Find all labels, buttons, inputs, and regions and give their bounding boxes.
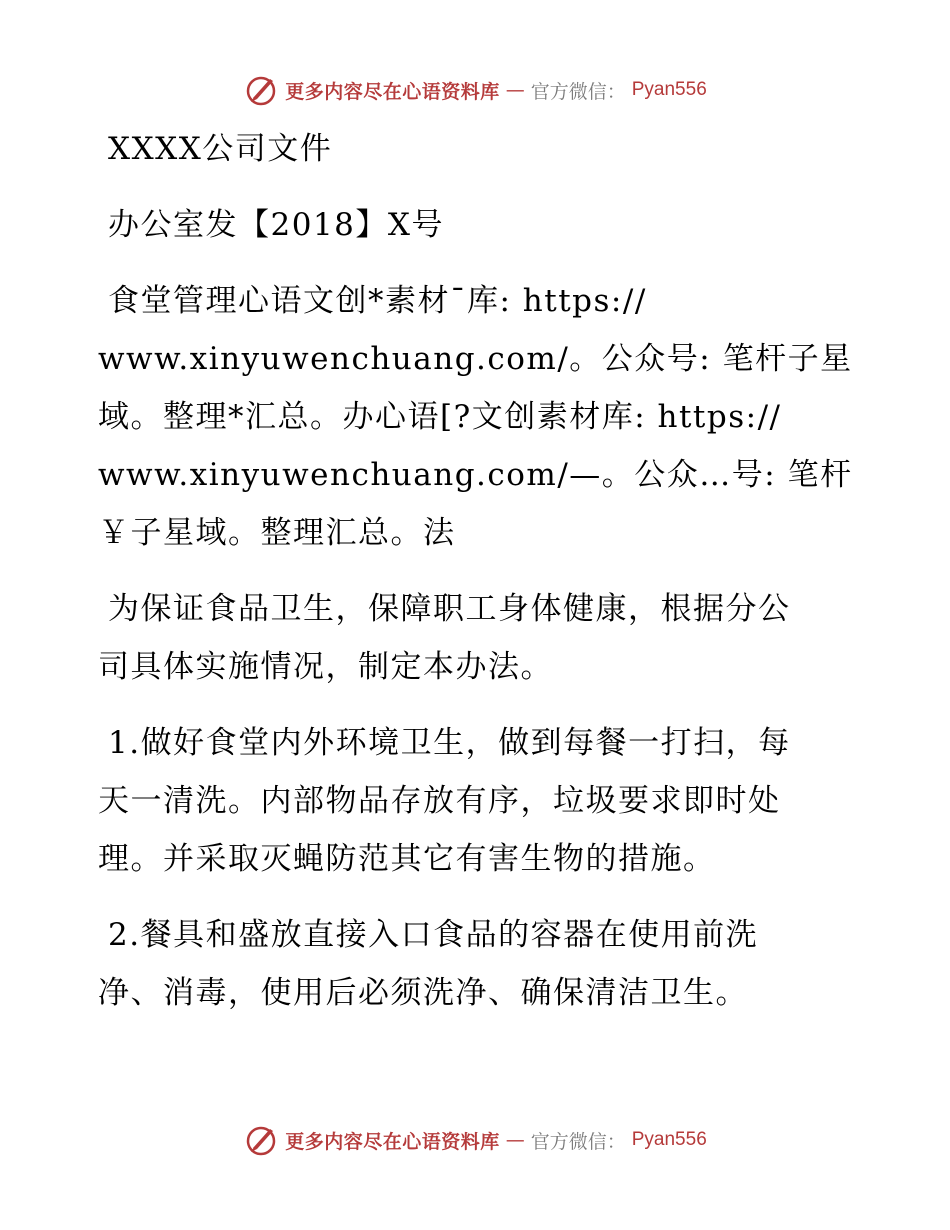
title-line: 食堂管理心语文创*素材¯库: https:// (108, 283, 647, 319)
company-name: XXXX公司文件 (108, 131, 333, 167)
item-2-paragraph (98, 906, 838, 1022)
paragraph-line: 净、消毒，使用后必须洗净、确保清洁卫生。 (98, 975, 748, 1011)
paragraph-line: 1.做好食堂内外环境卫生，做到每餐一打扫，每 (108, 725, 791, 761)
paragraph-line: 司具体实施情况，制定本办法。 (98, 649, 553, 685)
header-banner (0, 70, 950, 110)
title-line: www.xinyuwenchuang.com/。公众号: 笔杆子星 (98, 341, 853, 377)
title-line: 域。整理*汇总。办心语[?文创素材库: https:// (98, 399, 782, 435)
document-title (98, 272, 853, 562)
title-line: ￥子星域。整理汇总。法 (98, 515, 456, 551)
banner-wechat-handle: Pyan556 (631, 79, 707, 100)
banner-dash: — (505, 79, 525, 101)
intro-paragraph (98, 580, 838, 696)
paragraph-line: 理。并采取灭蝇防范其它有害生物的措施。 (98, 841, 716, 877)
paragraph-line: 天一清洗。内部物品存放有序，垃圾要求即时处 (98, 783, 781, 819)
title-line: www.xinyuwenchuang.com/—。公众…号: 笔杆 (98, 457, 853, 493)
banner-main-text: 更多内容尽在心语资料库 (285, 80, 500, 103)
banner-dash: — (505, 1129, 525, 1151)
banner-contact-label: 官方微信： (530, 1130, 626, 1153)
quill-pen-logo-icon (243, 72, 279, 108)
banner-contact-label: 官方微信： (530, 80, 626, 103)
paragraph-line: 为保证食品卫生，保障职工身体健康，根据分公 (108, 591, 791, 627)
quill-pen-logo-icon (243, 1122, 279, 1158)
banner-main-text: 更多内容尽在心语资料库 (285, 1130, 500, 1153)
paragraph-line: 2.餐具和盛放直接入口食品的容器在使用前洗 (108, 917, 759, 953)
banner-wechat-handle: Pyan556 (631, 1129, 707, 1150)
doc-number: 办公室发【2018】X号 (108, 207, 444, 243)
company-header (98, 120, 838, 178)
document-body (98, 120, 853, 1040)
item-1-paragraph (98, 714, 838, 888)
doc-number-block (98, 196, 838, 254)
footer-banner (0, 1120, 950, 1160)
